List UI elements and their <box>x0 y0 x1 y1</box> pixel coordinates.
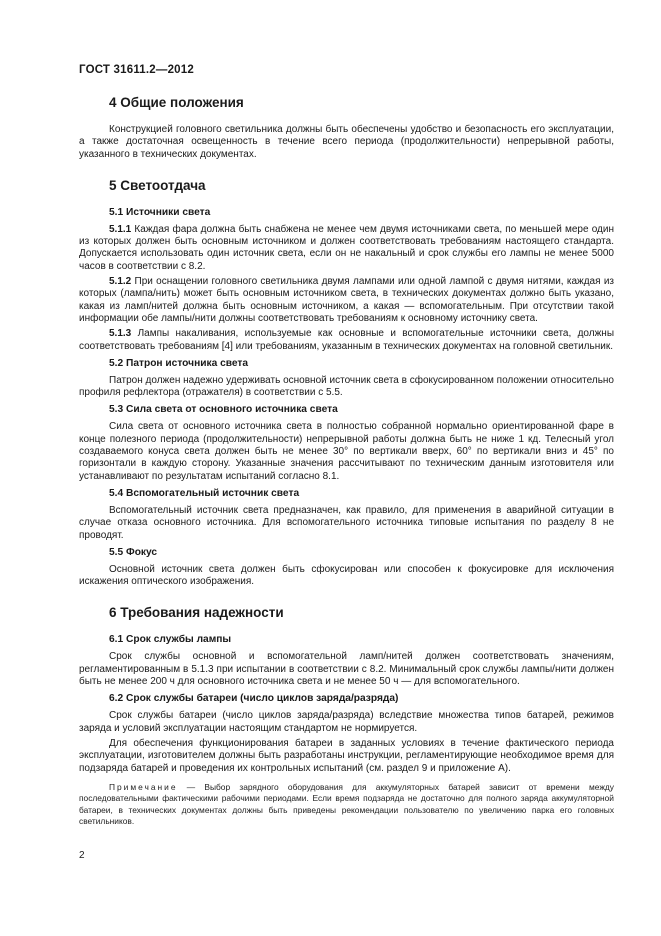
subsection-5-5-title: 5.5 Фокус <box>109 546 158 558</box>
subsection-5-1-title: 5.1 Источники света <box>109 206 211 218</box>
paragraph-5-5: Основной источник света должен быть сфокусирован или способен к фокусировке для исключения искажения оптического изображения. <box>79 563 614 588</box>
clause-number: 5.1.1 <box>109 223 132 235</box>
page-content <box>79 92 614 828</box>
clause-text: При оснащении головного светильника двумя лампами или одной лампой с двумя нитями, каждая из которых (лампа/нить) может быть основным источником света, в технических документах должно быть указано, какая из ламп/нитей должна быть основным источником, а какая — вспомогательным. При отсутствии такой информации обе лампы/нити должны соответствовать требованиям к основному источнику света. <box>79 276 614 324</box>
paragraph-5-4: Вспомогательный источник света предназначен, как правило, для применения в аварийной ситуации в случае отказа основного источника. Для вспомогательного источника типовые испытания по разделу 8 не проводят. <box>79 504 614 541</box>
subsection-5-3-title: 5.3 Сила света от основного источника света <box>109 404 338 416</box>
clause-text: Лампы накаливания, используемые как основные и вспомогательные источники света, должны соответствовать требованиям [4] или требованиям, указанным в технических документах на головной светильник. <box>79 328 614 352</box>
paragraph-5-1-1 <box>79 224 614 273</box>
section-4-title: 4 Общие положения <box>109 95 244 110</box>
paragraph-5-1-2 <box>79 276 614 325</box>
clause-text: Каждая фара должна быть снабжена не менее чем двумя источниками света, по меньшей мере один из которых должен быть основным источником и должен соответствовать требованиям настоящего стандарта. Допускается использовать один источник света, если он не накальный и срок службы его лампы не менее 5000 часов в соответствии с 8.2. <box>79 223 614 272</box>
paragraph-6-2-a: Срок службы батареи (число циклов заряда/разряда) вследствие множества типов батарей, режимов заряда и условий эксплуатации настоящим стандартом не нормируется. <box>79 710 614 734</box>
note-text: — Выбор зарядного оборудования для аккумуляторных батарей зависит от времени между последовательными фактическими рабочими периодами. Если время подзаряда не достаточно для полного заряда аккумуляторной батареи, в технических документах должны быть приведены рекомендации пользователю по увеличению парка его головных светильников. <box>79 781 614 827</box>
section-5-title: 5 Светоотдача <box>109 177 206 193</box>
clause-number: 5.1.3 <box>109 328 132 340</box>
subsection-5-4-title: 5.4 Вспомогательный источник света <box>109 487 300 499</box>
subsection-6-1-title: 6.1 Срок службы лампы <box>109 634 232 646</box>
paragraph-6-1: Срок службы основной и вспомогательной ламп/нитей должен соответствовать значениям, регламентированным в 5.1.3 при испытании в соответствии с 8.2. Минимальный срок службы лампы/нити должен быть не менее 200 ч для основного источника света и не менее 50 ч — для вспомогательного. <box>79 651 614 688</box>
paragraph-5-3: Сила света от основного источника света в полностью собранной нормально ориентированной фаре в конце полезного периода (продолжительности) непрерывной работы должна быть не ниже 1 кд. Телесный угол создаваемого конуса света должен быть не менее 30° по вертикали вверх, 60° по вертикали вниз и 45° по горизонтали в каждую сторону. Указанные значения рассчитывают по техническим данным изготовителя или устанавливают по результатам испытаний согласно 8.1. <box>79 421 614 482</box>
page-number: 2 <box>79 850 85 861</box>
note-label: Примечание <box>109 781 178 792</box>
paragraph-5-2: Патрон должен надежно удерживать основной источник света в сфокусированном положении относительно профиля рефлектора (отражателя) в соответствии с 5.5. <box>79 374 614 399</box>
section-4-paragraph: Конструкцией головного светильника должны быть обеспечены удобство и безопасность его эксплуатации, а также достаточная освещенность в течение всего периода (продолжительности) непрерывной работы, указанного в технических документах. <box>79 124 614 160</box>
note <box>79 782 614 828</box>
paragraph-6-2-b: Для обеспечения функционирования батареи в заданных условиях в течение фактического периода эксплуатации, изготовителем должны быть разработаны инструкции, регламентирующие необходимое время для подзаряда батарей и проведения их контрольных испытаний (см. раздел 9 и приложение А). <box>79 737 614 774</box>
clause-number: 5.1.2 <box>109 276 132 288</box>
paragraph-5-1-3 <box>79 328 614 353</box>
subsection-6-2-title: 6.2 Срок службы батареи (число циклов заряда/разряда) <box>109 693 399 705</box>
document-header: ГОСТ 31611.2—2012 <box>79 64 194 76</box>
subsection-5-2-title: 5.2 Патрон источника света <box>109 357 249 369</box>
section-6-title: 6 Требования надежности <box>109 605 284 621</box>
